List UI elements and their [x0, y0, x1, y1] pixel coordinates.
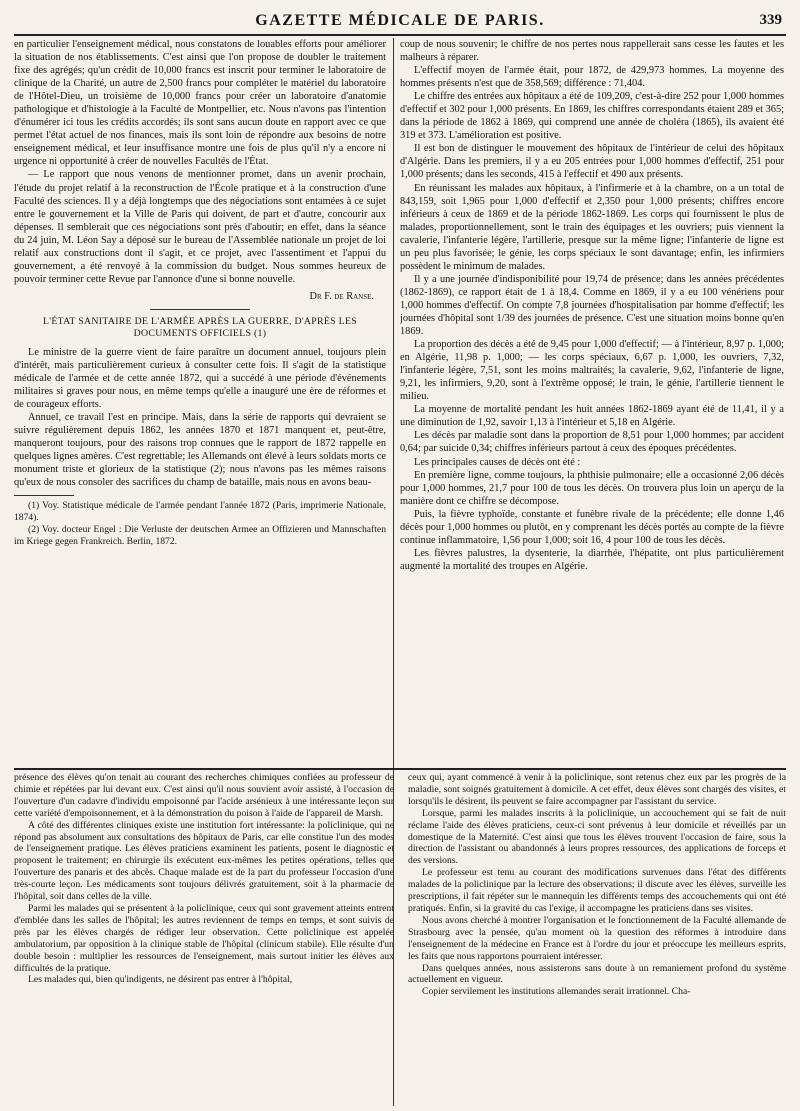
paragraph: Il y a une journée d'indisponibilité pour 19,74 de présence; dans les années précédentes (1862-1869), ce rapport était de 1 à 18,4. Comme en 1869, il y a eu 100 vénériens pour 1,000 hommes d'effectif. On compte 7,8 journées d'hospitalisation par homme d'effectif; les journées d'hôpital sont 1/39 des journées de présence. C'est une situation moins bonne qu'en 1869. — [400, 273, 784, 338]
paragraph: Les principales causes de décès ont été : — [414, 456, 581, 468]
paragraph: — Le rapport que nous venons de mentionner promet, dans un avenir prochain, l'étude du projet relatif à la reconstruction de l'École pratique et à la construction d'une Faculté des sciences. Il y a déjà longtemps que des négociations sont entamées à ce sujet entre le gouvernement et la Ville de Paris qui doivent, de part et d'autre, concourir aux dépenses. Il semblerait que ces négociations sont près d'aboutir; en effet, dans la séance du 24 juin, M. Léon Say a déposé sur le bureau de l'Assemblée nationale un projet de loi relatif aux constructions dont il s'agit, et ce projet, avec l'assentiment et l'appui du gouvernement, a été renvoyé à la commission du budget. Nous sommes heureux de pouvoir terminer cette Revue par l'annonce d'une si bonne nouvelle. — [14, 169, 386, 285]
column-left-top — [14, 38, 386, 610]
paragraph: En réunissant les malades aux hôpitaux, à l'infirmerie et à la chambre, on a un total de 843,159, soit 1,965 pour 1,000 d'effectif et 2,350 pour 1,000 présents; chiffres encore inférieurs à ceux de 1869 et de la période 1862-1869. Les corps qui fournissent le plus de malades, proportionnellement, sont le train des équipages et les ouvriers; puis viennent la cavalerie, l'infanterie légère, l'artillerie, presque sur la même ligne; l'infanterie de ligne est un peu plus favorisée; le génie, les corps spéciaux le sont davantage; enfin, les infirmiers possèdent le minimum de malades. — [400, 182, 784, 272]
paragraph: Nous avons cherché à montrer l'organisation et le fonctionnement de la Faculté allemande de Strasbourg avec la pensée, qu'au moment où la question des réformes à introduire dans l'enseignement de la médecine en France est à l'ordre du jour et préoccupe les meilleurs esprits, les faits que nous rapportons pourraient intéresser. — [408, 914, 786, 962]
paragraph: A côté des différentes cliniques existe une institution fort intéressante: la policlinique, qui ne répond pas absolument aux consultations des hôpitaux de Paris, car elle constitue l'un des modes de l'enseignement pratique. Les élèves praticiens examinent les patients, posent le diagnostic et proposent le traitement; en chirurgie ils exécutent eux-mêmes les petites opérations, telles que l'ouverture des panaris et des abcès. Chaque malade est de la part du professeur l'occasion d'une très-courte leçon. Les médicaments sont toujours délivrés gratuitement, soit à la pharmacie de l'hôpital, soit dans celles de la ville. — [14, 819, 394, 903]
column-left-bottom — [14, 772, 394, 1108]
paragraph: Annuel, ce travail l'est en principe. Mais, dans la série de rapports qui devraient se suivre régulièrement depuis 1862, les années 1870 et 1871 manquent et, peut-être, manqueront toujours, pour des raisons trop connues que le rapport de 1872 rappelle en quelques lignes amères. C'est regrettable; les Allemands ont élevé à leurs soldats morts ce monument triste et glorieux de la statistique (2); nous n'avons pas les mêmes raisons qu'eux de nous consoler des sacrifices du champ de bataille, mais nous en avons beau- — [14, 412, 386, 489]
paragraph: L'effectif moyen de l'armée était, pour 1872, de 429,973 hommes. La moyenne des hommes présents n'est que de 358,569; différence : 71,404. — [400, 65, 784, 90]
paragraph: présence des élèves qu'on tenait au courant des recherches chimiques confiées au professeur de chimie et répétées par lui devant eux. C'est ainsi qu'il nous souvient avoir assisté, à l'occasion de l'ouverture d'un cadavre d'individu empoisonné par l'acide arsénieux à une intéressante leçon sur cette variété d'empoisonnement, et à la démonstration du poison à l'aide de l'appareil de Marsh. — [14, 772, 394, 819]
page-header — [14, 8, 786, 36]
paragraph: en particulier l'enseignement médical, nous constatons de louables efforts pour améliorer la situation de nos établissements. C'est ainsi que l'on propose de doubler le traitement fixe des agrégés; qu'un crédit de 10,000 francs est inscrit pour terminer le laboratoire de clinique de la Charité, un autre de 2,500 francs pour compléter le matériel du laboratoire de l'Hôtel-Dieu, un troisième de 10,000 francs pour créer un laboratoire d'anatomie pathologique et d'histologie à la Faculté de Montpellier, etc. Nous n'avons pas l'intention d'énumérer ici tous les crédits accordés; ils sont sans aucun doute en rapport avec ce que permet l'état actuel de nos finances, mais ils sont loin de répondre aux besoins de notre enseignement médical, et leur insuffisance montre une fois de plus qu'il n'y a encore ni urgence ni opportunité à créer de nouvelles Facultés de l'État. — [14, 39, 386, 168]
article-title: L'ÉTAT SANITAIRE DE L'ARMÉE APRÈS LA GUERRE, D'APRÈS LES DOCUMENTS OFFICIELS (1) — [43, 315, 357, 339]
paragraph: Le chiffre des entrées aux hôpitaux a été de 109,209, c'est-à-dire 252 pour 1,000 hommes d'effectif et 302 pour 1,000 présents. En 1869, les chiffres correspondants étaient 289 et 365; dans la période de 1862 à 1869, qui comprend une année de choléra (1865), ils avaient été 319 et 373. L'amélioration est positive. — [400, 91, 784, 142]
paragraph: Puis, la fièvre typhoïde, constante et funèbre rivale de la précédente; elle donne 1,46 décès pour 1,000 hommes ou plutôt, en y comprenant les décès portés au compte de la fièvre continue inflammatoire, 1,56 pour 1,000; soit 16, 4 pour 100 de tous les décès. — [400, 508, 784, 546]
paragraph: Le professeur est tenu au courant des modifications survenues dans l'état des différents malades de la policlinique par la lecture des observations; il discute avec les élèves, surveille les prescriptions, il fait répéter sur le mannequin les différents temps des accouchements qui ont été pratiqués. Enfin, si la gravité du cas l'exige, il accompagne les praticiens dans ses visites. — [408, 867, 786, 914]
paragraph: Il est bon de distinguer le mouvement des hôpitaux de l'intérieur de celui des hôpitaux d'Algérie. Dans les premiers, il y a eu 205 entrées pour 1,000 hommes d'effectif, 251 pour 1,000 présents; dans les seconds, 415 à l'effectif et 490 aux présents. — [400, 143, 784, 181]
paragraph: Les malades qui, bien qu'indigents, ne désirent pas entrer à l'hôpital, — [28, 974, 293, 986]
paragraph: Dans quelques années, nous assisterons sans doute à un remaniement profond du système actuellement en vigueur. — [408, 962, 786, 986]
journal-title: GAZETTE MÉDICALE DE PARIS. — [255, 12, 545, 29]
column-right-top — [400, 38, 784, 772]
column-right-bottom — [408, 772, 786, 1108]
paragraph: En première ligne, comme toujours, la phthisie pulmonaire; elle a occasionné 2,06 décès pour 1,000 hommes, 21,7 pour 100 de tous les décès. On trouvera plus loin un aperçu de la manière dont ce chiffre se décompose. — [400, 469, 784, 507]
footnote: (2) Voy. docteur Engel : Die Verluste der deutschen Armee an Offizieren und Mannschaften im Kriege gegen Frankreich. Berlin, 1872. — [14, 524, 386, 547]
paragraph: coup de nous souvenir; le chiffre de nos pertes nous rappellerait sans cesse les fautes et les malheurs à réparer. — [400, 39, 784, 64]
paragraph: Copier servilement les institutions allemandes serait irrationnel. Cha- — [422, 986, 691, 998]
footnote: (1) Voy. Statistique médicale de l'armée pendant l'année 1872 (Paris, imprimerie Nationale, 1874). — [14, 500, 386, 524]
paragraph: La moyenne de mortalité pendant les huit années 1862-1869 ayant été de 11,41, il y a une diminution de 1,92, savoir 1,13 à l'intérieur et 5,18 en Algérie. — [400, 404, 784, 429]
paragraph: Lorsque, parmi les malades inscrits à la policlinique, un accouchement qui se fait de nuit réclame l'aide des élèves praticiens, ceux-ci sont prévenus à leur domicile et réveillés par un domestique de la Maternité. C'est ainsi que tous les élèves trouvent l'occasion de faire, sous la direction de l'assistant ou abandonnés à leurs propres ressources, des applications de forceps et des versions. — [408, 807, 786, 867]
footnote-separator — [14, 495, 74, 496]
paragraph: Les décès par maladie sont dans la proportion de 8,51 pour 1,000 hommes; par accident 0,64; par suicide 0,34; chiffres inférieurs partout à ceux des époques précédentes. — [400, 430, 784, 455]
paragraph: ceux qui, ayant commencé à venir à la policlinique, sont retenus chez eux par les progrès de la maladie, sont soignés gratuitement à domicile. A cet effet, deux élèves sont chargés des visites, et lorsqu'ils le désirent, ils peuvent se faire accompagner par l'assistant du service. — [408, 772, 786, 807]
paragraph: La proportion des décès a été de 9,45 pour 1,000 d'effectif; — à l'intérieur, 8,97 p. 1,000; en Algérie, 11,98 p. 1,000; — les corps spéciaux, 6,67 p. 1,000, les ouvriers, 7,32, l'infanterie légère, 7,51, sont les moins maltraités; la cavalerie, 9,62, l'infanterie de ligne, 9,21, les infirmiers, 9,20, sont à l'extrême opposé; le train, le génie, l'artillerie tiennent le milieu. — [400, 339, 784, 403]
page-number: 339 — [759, 12, 782, 28]
paragraph: Parmi les malades qui se présentent à la policlinique, ceux qui sont gravement atteints entrent d'emblée dans les salles de l'hôpital; les autres reviennent de temps en temps, et sont suivis de près par les élèves chargés de rédiger leur observation. Cette policlinique est appelée ambulatorium, par opposition à la clinique stable de l'hôpital (clinicum stabile). Elle résulte d'un double besoin : multiplier les ressources de l'enseignement, mais surtout initier les élèves aux difficultés de la pratique. — [14, 902, 394, 974]
separator-rule — [150, 309, 250, 310]
author-signature: Dr F. de Ranse. — [309, 290, 374, 302]
paragraph: Le ministre de la guerre vient de faire paraître un document annuel, toujours plein d'intérêt, mais particulièrement curieux à consulter cette fois. Il s'agit de la statistique médicale de l'armée et de cette année 1872, qui a succédé à une période d'événements militaires si graves pour nous, en même temps qu'elle a inauguré une ère de réformes et de courageux efforts. — [14, 346, 386, 411]
paragraph: Les fièvres palustres, la dysenterie, la diarrhée, l'hépatite, ont plus particulièrement augmenté la mortalité des troupes en Algérie. — [400, 547, 784, 572]
